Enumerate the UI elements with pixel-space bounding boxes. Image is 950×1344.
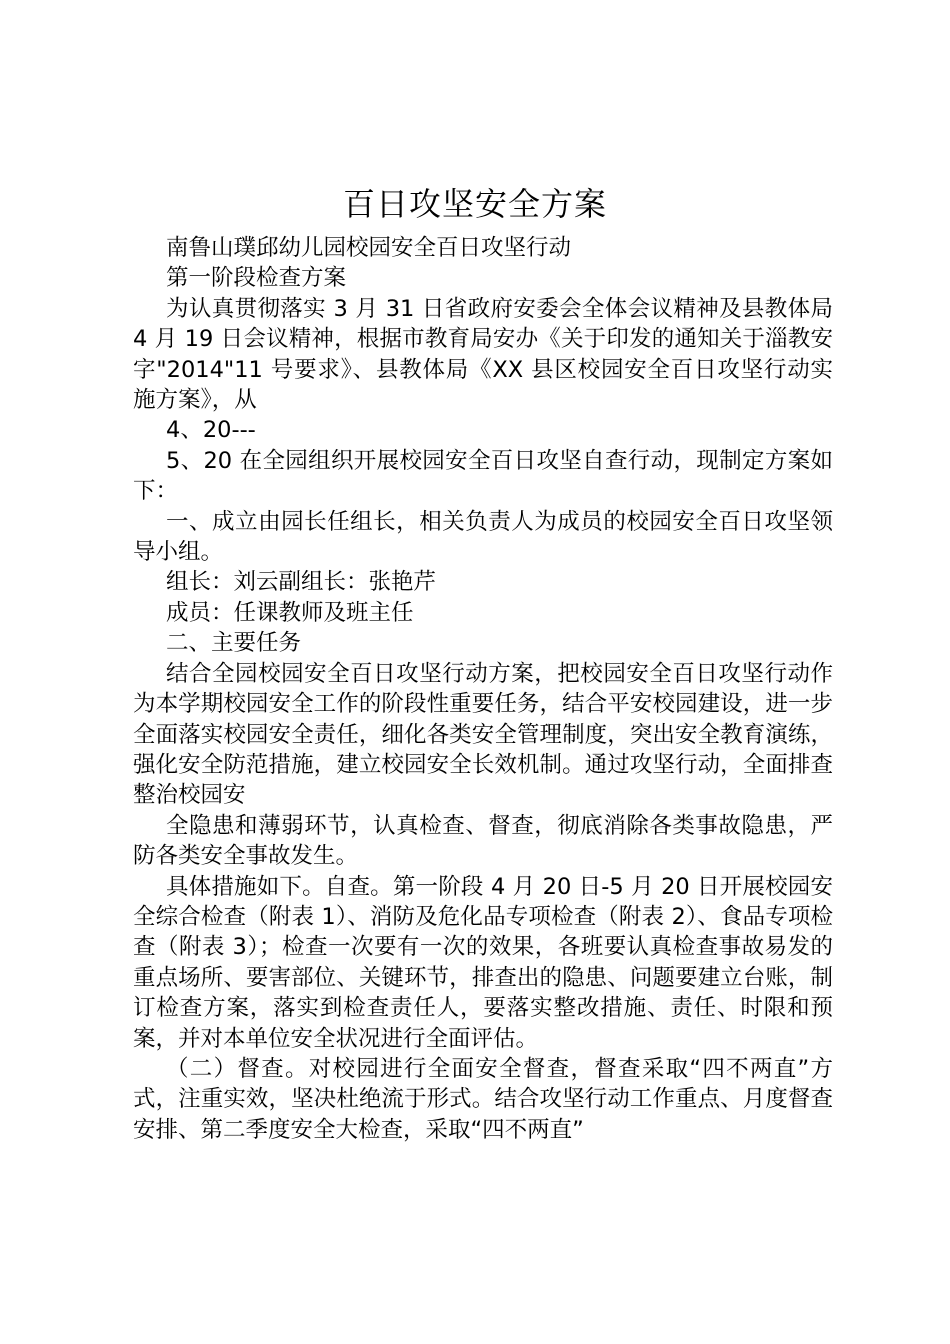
document-body [133, 233, 833, 1145]
paragraph-section-two: 二、主要任务 [166, 630, 302, 657]
paragraph-main-task: 结合全园校园安全百日攻坚行动方案，把校园安全百日攻坚行动作为本学期校园安全工作的阶段性重要任务，结合平安校园建设，进一步全面落实校园安全责任，细化各类安全管理制度，突出安全教育演练，强化安全防范措施，建立校园安全长效机制。通过攻坚行动，全面排查整治校园安 [133, 660, 833, 809]
paragraph-date-end: 5、20 在全园组织开展校园安全百日攻坚自查行动，现制定方案如下： [133, 447, 833, 505]
paragraph-date-start: 4、20--- [166, 417, 256, 444]
paragraph-members: 成员：任课教师及班主任 [166, 599, 414, 626]
paragraph-section-one: 一、成立由园长任组长，相关负责人为成员的校园安全百日攻坚领导小组。 [133, 508, 833, 566]
paragraph-supervision: （二）督查。对校园进行全面安全督查，督查采取“四不两直”方式，注重实效，坚决杜绝流于形式。结合攻坚行动工作重点、月度督查安排、第二季度安全大检查，采取“四不两直” [133, 1055, 833, 1143]
paragraph-measures: 具体措施如下。自查。第一阶段 4 月 20 日-5 月 20 日开展校园安全综合检查（附表 1）、消防及危化品专项检查（附表 2）、食品专项检查（附表 3）；检查一次要有一次的效果，各班要认真检查事故易发的重点场所、要害部位、关键环节，排查出的隐患、问题要建立台账，制订检查方案，落实到检查责任人，要落实整改措施、责任、时限和预案，并对本单位安全状况进行全面评估。 [133, 873, 833, 1052]
paragraph-intro: 为认真贯彻落实 3 月 31 日省政府安委会全体会议精神及县教体局 4 月 19 日会议精神，根据市教育局安办《关于印发的通知关于淄教安字"2014"11 号要求》、县教体局《XX 县区校园安全百日攻坚行动实施方案》，从 [133, 295, 833, 414]
paragraph-subtitle-stage: 第一阶段检查方案 [166, 265, 347, 292]
paragraph-hazards: 全隐患和薄弱环节，认真检查、督查，彻底消除各类事故隐患，严防各类安全事故发生。 [133, 812, 833, 870]
paragraph-leaders: 组长：刘云副组长：张艳芹 [166, 569, 437, 596]
paragraph-subtitle-school: 南鲁山璞邱幼儿园校园安全百日攻坚行动 [166, 235, 572, 261]
document-title: 百日攻坚安全方案 [342, 185, 607, 223]
